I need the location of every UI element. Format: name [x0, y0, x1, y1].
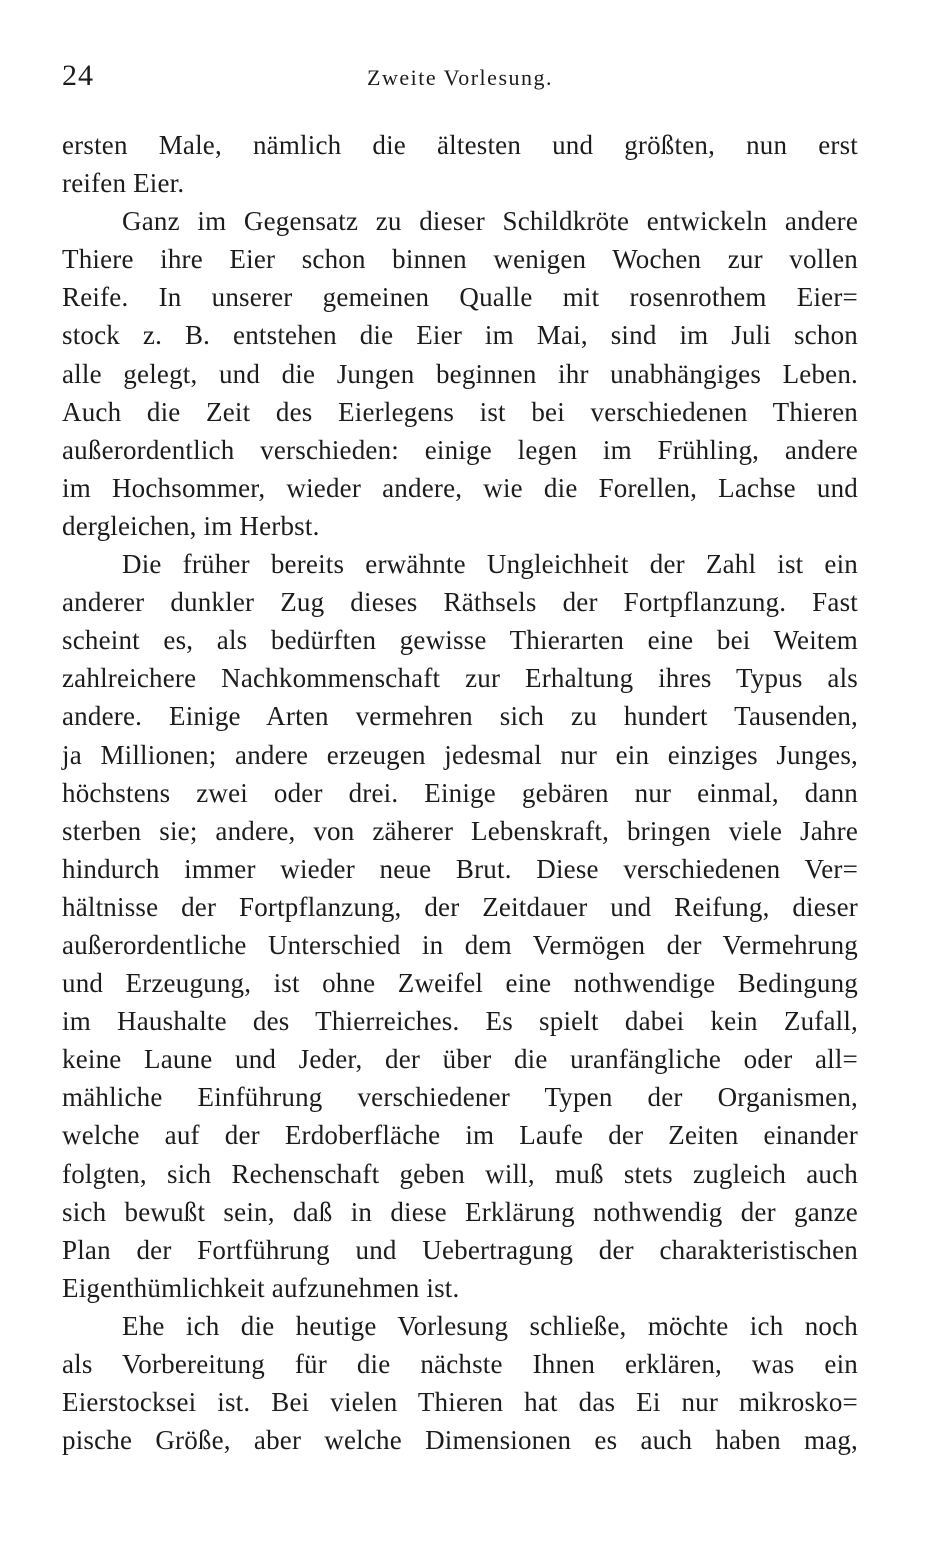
- text-line: sterben sie; andere, von zäherer Lebenskraft, bringen viele Jahre: [62, 815, 858, 846]
- text-line: andere. Einige Arten vermehren sich zu hundert Tausenden,: [62, 701, 858, 732]
- text-line: sich bewußt sein, daß in diese Erklärung nothwendig der ganze: [62, 1196, 858, 1227]
- text-line: außerordentliche Unterschied in dem Vermögen der Vermehrung: [62, 929, 858, 960]
- text-line: reifen Eier.: [62, 168, 185, 199]
- text-line: keine Laune und Jeder, der über die uranfängliche oder all=: [62, 1044, 858, 1075]
- text-line: Ganz im Gegensatz zu dieser Schildkröte entwickeln andere: [122, 206, 858, 237]
- text-line: außerordentlich verschieden: einige legen im Frühling, andere: [62, 434, 858, 465]
- text-line: ersten Male, nämlich die ältesten und größten, nun erst: [62, 130, 858, 160]
- text-line: scheint es, als bedürften gewisse Thierarten eine bei Weitem: [62, 625, 858, 656]
- text-line: Plan der Fortführung und Uebertragung der charakteristischen: [62, 1234, 858, 1265]
- text-line: Die früher bereits erwähnte Ungleichheit der Zahl ist ein: [122, 549, 858, 580]
- text-line: alle gelegt, und die Jungen beginnen ihr unabhängiges Leben.: [62, 358, 858, 389]
- text-line: im Hochsommer, wieder andere, wie die Forellen, Lachse und: [62, 472, 858, 503]
- text-line: dergleichen, im Herbst.: [62, 510, 320, 541]
- text-line: Ehe ich die heutige Vorlesung schließe, möchte ich noch: [122, 1310, 858, 1341]
- text-line: höchstens zwei oder drei. Einige gebären nur einmal, dann: [62, 777, 858, 808]
- text-line: Auch die Zeit des Eierlegens ist bei verschiedenen Thieren: [62, 396, 858, 427]
- text-line: im Haushalte des Thierreiches. Es spielt dabei kein Zufall,: [62, 1006, 858, 1037]
- text-line: stock z. B. entstehen die Eier im Mai, sind im Juli schon: [62, 320, 858, 351]
- text-line: Reife. In unserer gemeinen Qualle mit rosenrothem Eier=: [62, 282, 858, 313]
- text-line: zahlreichere Nachkommenschaft zur Erhaltung ihres Typus als: [62, 663, 858, 694]
- text-line: welche auf der Erdoberfläche im Laufe der Zeiten einander: [62, 1120, 858, 1151]
- text-line: Thiere ihre Eier schon binnen wenigen Wochen zur vollen: [62, 244, 858, 275]
- text-line: ja Millionen; andere erzeugen jedesmal nur ein einziges Junges,: [62, 739, 858, 770]
- text-line: folgten, sich Rechenschaft geben will, muß stets zugleich auch: [62, 1158, 858, 1189]
- text-line: als Vorbereitung für die nächste Ihnen erklären, was ein: [62, 1349, 858, 1379]
- text-line: pische Größe, aber welche Dimensionen es auch haben mag,: [62, 1425, 858, 1456]
- text-line: Eigenthümlichkeit aufzunehmen ist.: [62, 1272, 460, 1303]
- body-text: [62, 126, 858, 1459]
- text-line: hältnisse der Fortpflanzung, der Zeitdauer und Reifung, dieser: [62, 891, 858, 922]
- text-line: hindurch immer wieder neue Brut. Diese verschiedenen Ver=: [62, 853, 858, 884]
- running-head: Zweite Vorlesung.: [367, 65, 553, 90]
- text-line: und Erzeugung, ist ohne Zweifel eine nothwendige Bedingung: [62, 968, 858, 999]
- page-header: [62, 56, 858, 100]
- page-number: 24: [62, 59, 94, 92]
- text-line: mähliche Einführung verschiedener Typen der Organismen,: [62, 1082, 858, 1113]
- text-line: Eierstocksei ist. Bei vielen Thieren hat das Ei nur mikrosko=: [62, 1387, 858, 1418]
- text-line: anderer dunkler Zug dieses Räthsels der Fortpflanzung. Fast: [62, 587, 858, 618]
